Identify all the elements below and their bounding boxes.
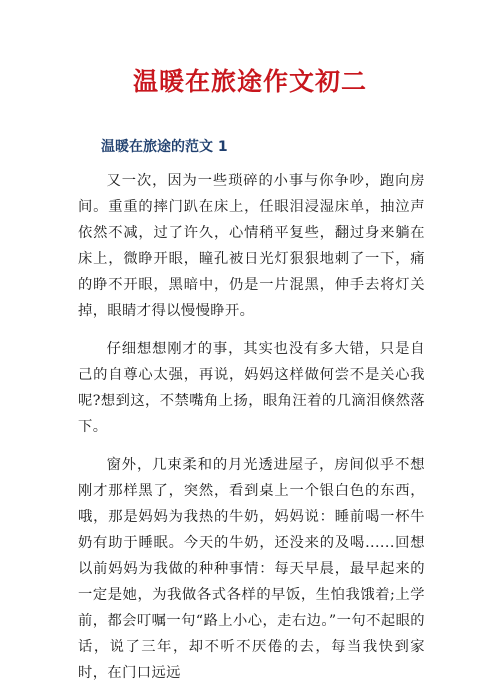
paragraph-3: 窗外，几束柔和的月光透进屋子，房间似乎不想刚才那样黑了，突然，看到桌上一个银白色的东西，哦，那是妈妈为我热的牛奶，妈妈说：睡前喝一杯牛奶有助于睡眠。今天的牛奶，还没来的及喝......回想以前妈妈为我做的种种事情：每天早晨，最早起来的一定是她，为我做各式各样的早饭，生怕我饿着;上学前，都会叮嘱一句“路上小心，走右边。”一句不起眼的话，说了三年，却不听不厌倦的去，每当我快到家时，在门口远远 <box>78 457 425 681</box>
article-body <box>78 168 425 698</box>
section-subtitle: 温暖在旅途的范文 1 <box>101 139 228 155</box>
document-title: 温暖在旅途作文初二 <box>132 67 367 96</box>
paragraph-1: 又一次，因为一些琐碎的小事与你争吵，跑向房间。重重的摔门趴在床上，任眼泪浸湿床单，抽泣声依然不减，过了许久，心情稍平复些，翻过身来躺在床上，微睁开眼，瞳孔被日光灯狠狠地刺了一下，痛的睁不开眼，黑暗中，仍是一片混黑，伸手去将灯关掉，眼睛才得以慢慢睁开。 <box>78 173 425 319</box>
paragraph-2: 仔细想想刚才的事，其实也没有多大错，只是自己的自尊心太强，再说，妈妈这样做何尝不是关心我呢?想到这，不禁嘴角上扬，眼角汪着的几滴泪倏然落下。 <box>78 341 425 435</box>
